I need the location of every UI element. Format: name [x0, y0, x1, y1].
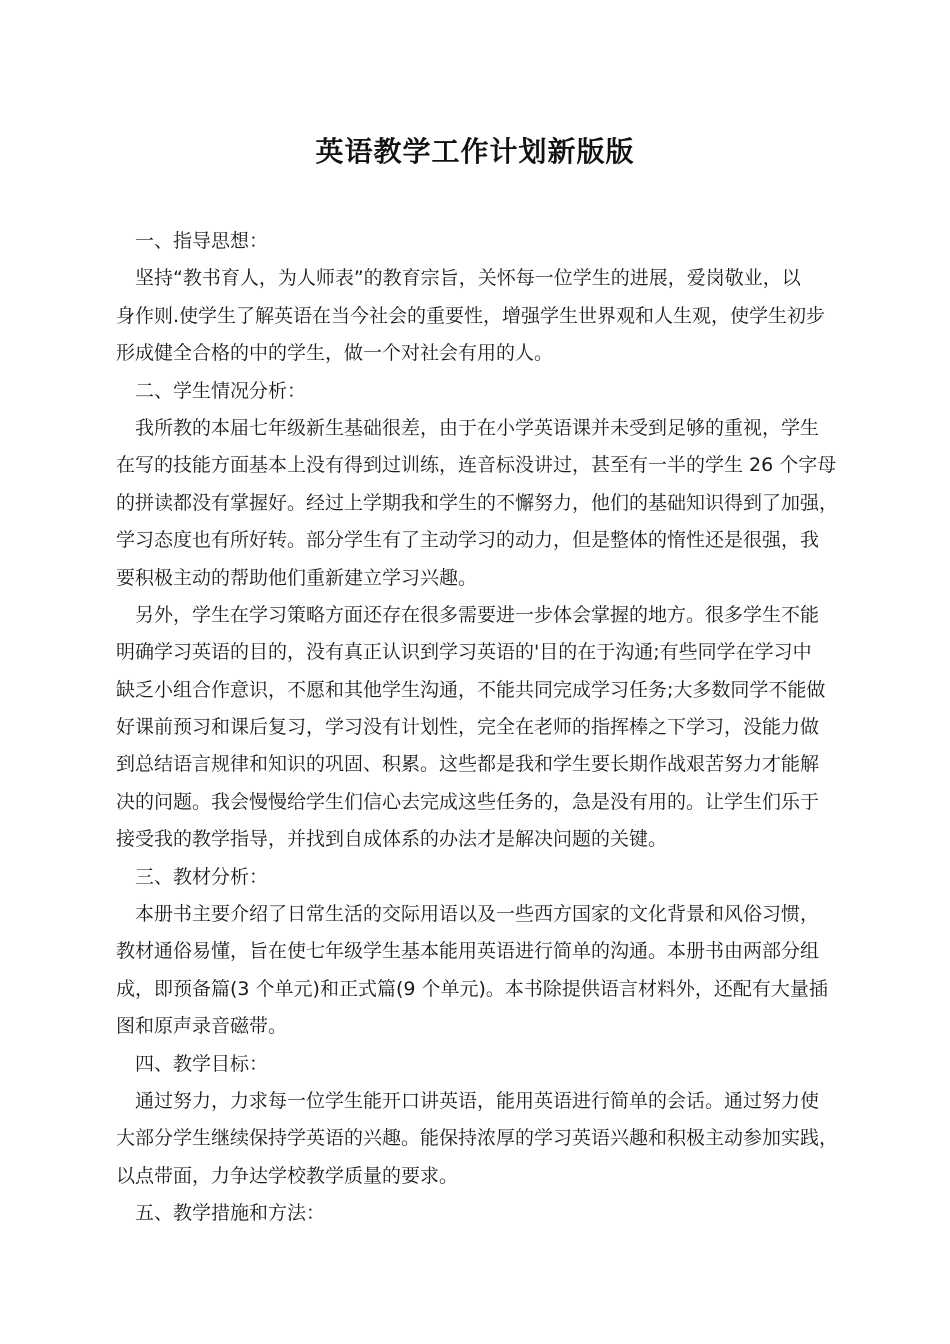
paragraph-line: 到总结语言规律和知识的巩固、积累。这些都是我和学生要长期作战艰苦努力才能解 — [116, 753, 820, 776]
paragraph-line: 的拼读都没有掌握好。经过上学期我和学生的不懈努力，他们的基础知识得到了加强， — [116, 491, 839, 514]
section-heading-textbook-analysis: 三、教材分析： — [135, 865, 269, 888]
paragraph-line: 决的问题。我会慢慢给学生们信心去完成这些任务的，急是没有用的。让学生们乐于 — [116, 790, 820, 813]
paragraph-line: 在写的技能方面基本上没有得到过训练，连音标没讲过，甚至有一半的学生 26 个字母 — [116, 454, 837, 477]
paragraph-line: 成，即预备篇(3 个单元)和正式篇(9 个单元)。本书除提供语言材料外，还配有大量插 — [116, 977, 828, 1000]
paragraph-line: 本册书主要介绍了日常生活的交际用语以及一些西方国家的文化背景和风俗习惯， — [135, 903, 820, 926]
paragraph-line: 形成健全合格的中的学生，做一个对社会有用的人。 — [116, 342, 554, 365]
paragraph-line: 接受我的教学指导，并找到自成体系的办法才是解决问题的关键。 — [116, 828, 668, 851]
section-heading-teaching-methods: 五、教学措施和方法： — [135, 1202, 326, 1225]
section-heading-teaching-goals: 四、教学目标： — [135, 1052, 269, 1075]
paragraph-line: 身作则.使学生了解英语在当今社会的重要性，增强学生世界观和人生观，使学生初步 — [116, 304, 826, 327]
paragraph-line: 我所教的本届七年级新生基础很差，由于在小学英语课并未受到足够的重视，学生 — [135, 416, 820, 439]
document-body — [116, 223, 840, 1233]
document-title: 英语教学工作计划新版版 — [315, 135, 635, 168]
paragraph-line: 坚持“教书育人，为人师表”的教育宗旨，关怀每一位学生的进展，爱岗敬业，以 — [135, 267, 801, 290]
paragraph-line: 另外，学生在学习策略方面还存在很多需要进一步体会掌握的地方。很多学生不能 — [135, 603, 820, 626]
paragraph-line: 明确学习英语的目的，没有真正认识到学习英语的'目的在于沟通;有些同学在学习中 — [116, 641, 812, 664]
section-heading-guiding-ideology: 一、指导思想： — [135, 230, 269, 252]
paragraph-line: 通过努力，力求每一位学生能开口讲英语，能用英语进行简单的会话。通过努力使 — [135, 1089, 820, 1112]
paragraph-line: 大部分学生继续保持学英语的兴趣。能保持浓厚的学习英语兴趣和积极主动参加实践， — [116, 1127, 839, 1150]
paragraph-line: 以点带面，力争达学校教学质量的要求。 — [116, 1164, 459, 1187]
paragraph-line: 要积极主动的帮助他们重新建立学习兴趣。 — [116, 566, 478, 589]
paragraph-line: 学习态度也有所好转。部分学生有了主动学习的动力，但是整体的惰性还是很强，我 — [116, 529, 820, 552]
paragraph-line: 教材通俗易懂，旨在使七年级学生基本能用英语进行简单的沟通。本册书由两部分组 — [116, 940, 820, 963]
paragraph-line: 缺乏小组合作意识，不愿和其他学生沟通，不能共同完成学习任务;大多数同学不能做 — [116, 678, 826, 701]
paragraph-line: 好课前预习和课后复习，学习没有计划性，完全在老师的指挥棒之下学习，没能力做 — [116, 716, 820, 739]
section-heading-student-analysis: 二、学生情况分析： — [135, 379, 307, 402]
paragraph-line: 图和原声录音磁带。 — [116, 1015, 288, 1038]
